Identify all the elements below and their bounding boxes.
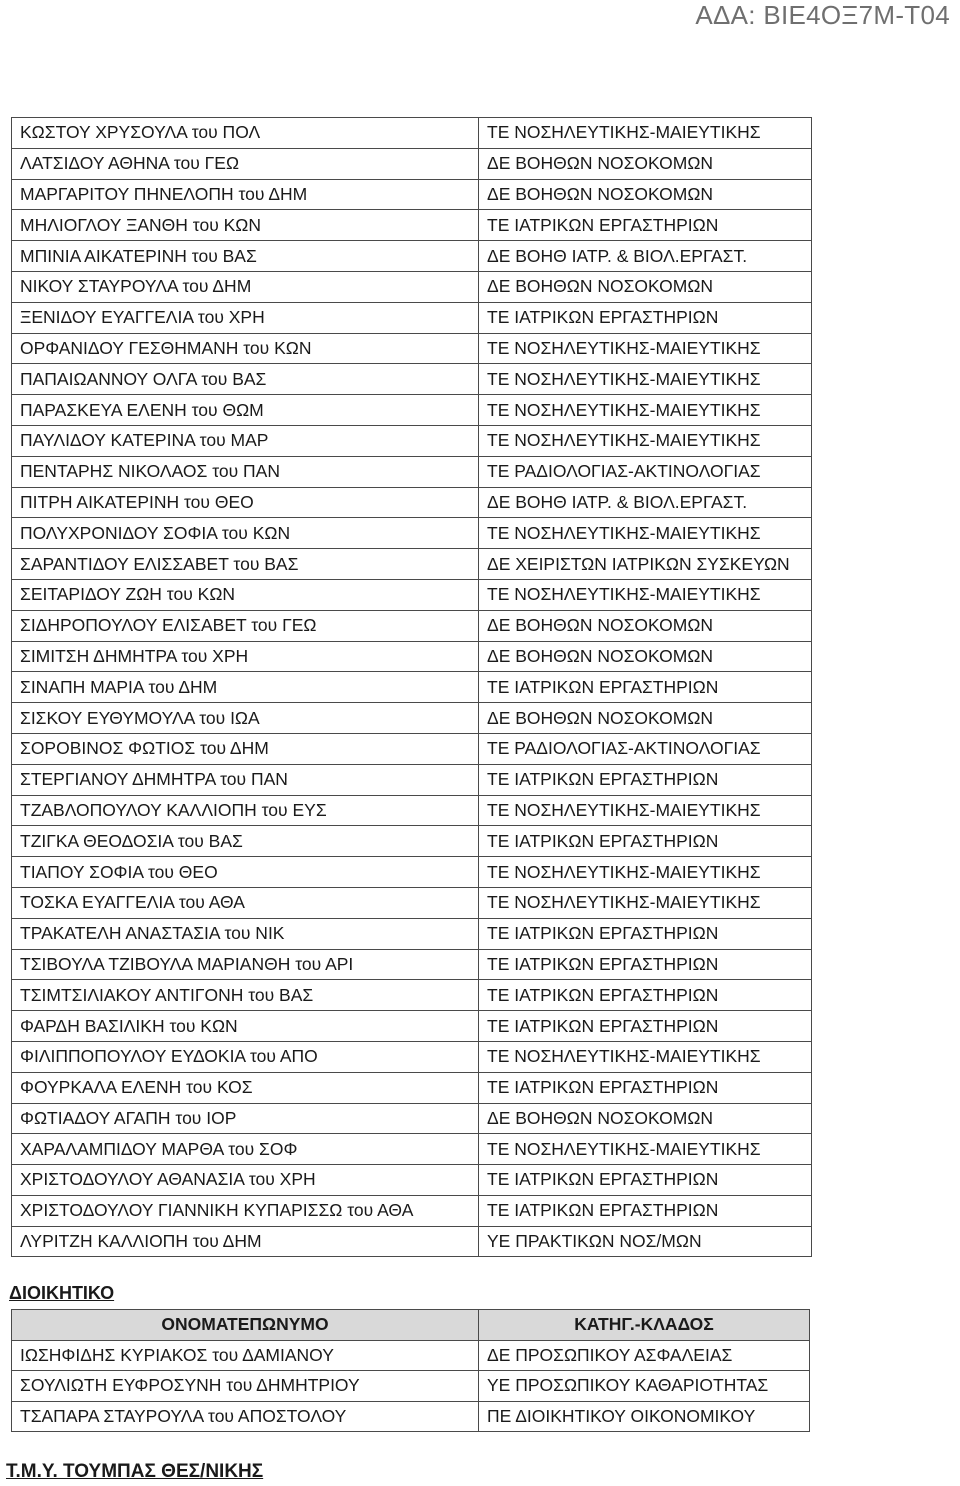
staff-category: ΥΕ ΠΡΑΚΤΙΚΩΝ ΝΟΣ/ΜΩΝ [479,1226,812,1257]
table-row [12,857,812,888]
table-row [12,980,812,1011]
person-name: ΦΑΡΔΗ ΒΑΣΙΛΙΚΗ του ΚΩΝ [12,1011,479,1042]
person-name: ΜΠΙΝΙΑ ΑΙΚΑΤΕΡΙΝΗ του ΒΑΣ [12,241,479,272]
staff-category: ΤΕ ΙΑΤΡΙΚΩΝ ΕΡΓΑΣΤΗΡΙΩΝ [479,1195,812,1226]
staff-category: ΤΕ ΝΟΣΗΛΕΥΤΙΚΗΣ-ΜΑΙΕΥΤΙΚΗΣ [479,1134,812,1165]
table-row [12,703,812,734]
staff-category: ΔΕ ΒΟΗΘΩΝ ΝΟΣΟΚΟΜΩΝ [479,179,812,210]
person-name: ΣΤΕΡΓΙΑΝΟΥ ΔΗΜΗΤΡΑ του ΠΑΝ [12,764,479,795]
person-name: ΦΩΤΙΑΔΟΥ ΑΓΑΠΗ του ΙΟΡ [12,1103,479,1134]
table-row [12,733,812,764]
table-row [12,826,812,857]
staff-category: ΤΕ ΡΑΔΙΟΛΟΓΙΑΣ-ΑΚΤΙΝΟΛΟΓΙΑΣ [479,456,812,487]
header-name: ΟΝΟΜΑΤΕΠΩΝΥΜΟ [12,1310,479,1341]
person-name: ΦΙΛΙΠΠΟΠΟΥΛΟΥ ΕΥΔΟΚΙΑ του ΑΠΟ [12,1041,479,1072]
table-row [12,333,812,364]
table-row [12,1195,812,1226]
table-row [12,241,812,272]
person-name: ΧΡΙΣΤΟΔΟΥΛΟΥ ΓΙΑΝΝΙΚΗ ΚΥΠΑΡΙΣΣΩ του ΑΘΑ [12,1195,479,1226]
staff-category: ΤΕ ΝΟΣΗΛΕΥΤΙΚΗΣ-ΜΑΙΕΥΤΙΚΗΣ [479,364,812,395]
table-row [12,549,812,580]
staff-category: ΔΕ ΒΟΗΘΩΝ ΝΟΣΟΚΟΜΩΝ [479,148,812,179]
table-row [12,487,812,518]
staff-category: ΔΕ ΒΟΗΘΩΝ ΝΟΣΟΚΟΜΩΝ [479,641,812,672]
table-row [12,641,812,672]
table-row [12,764,812,795]
person-name: ΜΑΡΓΑΡΙΤΟΥ ΠΗΝΕΛΟΠΗ του ΔΗΜ [12,179,479,210]
staff-category: ΤΕ ΝΟΣΗΛΕΥΤΙΚΗΣ-ΜΑΙΕΥΤΙΚΗΣ [479,887,812,918]
staff-category: ΤΕ ΝΟΣΗΛΕΥΤΙΚΗΣ-ΜΑΙΕΥΤΙΚΗΣ [479,857,812,888]
person-name: ΛΥΡΙΤΖΗ ΚΑΛΛΙΟΠΗ του ΔΗΜ [12,1226,479,1257]
table-row [12,887,812,918]
staff-category: ΔΕ ΒΟΗΘΩΝ ΝΟΣΟΚΟΜΩΝ [479,703,812,734]
staff-category: ΔΕ ΠΡΟΣΩΠΙΚΟΥ ΑΣΦΑΛΕΙΑΣ [479,1340,810,1371]
staff-category: ΤΕ ΙΑΤΡΙΚΩΝ ΕΡΓΑΣΤΗΡΙΩΝ [479,1072,812,1103]
table-row [12,271,812,302]
table-row [12,1072,812,1103]
table-row [12,118,812,149]
person-name: ΤΖΑΒΛΟΠΟΥΛΟΥ ΚΑΛΛΙΟΠΗ του ΕΥΣ [12,795,479,826]
ada-code: ΑΔΑ: ΒΙΕ4ΟΞ7Μ-Τ04 [695,0,950,30]
staff-category: ΔΕ ΧΕΙΡΙΣΤΩΝ ΙΑΤΡΙΚΩΝ ΣΥΣΚΕΥΩΝ [479,549,812,580]
person-name: ΤΟΣΚΑ ΕΥΑΓΓΕΛΙΑ του ΑΘΑ [12,887,479,918]
person-name: ΣΟΥΛΙΩΤΗ ΕΥΦΡΟΣΥΝΗ του ΔΗΜΗΤΡΙΟΥ [12,1371,479,1402]
staff-category: ΔΕ ΒΟΗΘΩΝ ΝΟΣΟΚΟΜΩΝ [479,610,812,641]
staff-table [11,117,812,1257]
section-title-admin: ΔΙΟΙΚΗΤΙΚΟ [9,1283,115,1303]
person-name: ΛΑΤΣΙΔΟΥ ΑΘΗΝΑ του ΓΕΩ [12,148,479,179]
staff-category: ΤΕ ΙΑΤΡΙΚΩΝ ΕΡΓΑΣΤΗΡΙΩΝ [479,918,812,949]
table-row [12,1134,812,1165]
staff-category: ΤΕ ΙΑΤΡΙΚΩΝ ΕΡΓΑΣΤΗΡΙΩΝ [479,764,812,795]
person-name: ΟΡΦΑΝΙΔΟΥ ΓΕΣΘΗΜΑΝΗ του ΚΩΝ [12,333,479,364]
unit-title: Τ.Μ.Υ. ΤΟΥΜΠΑΣ ΘΕΣ/ΝΙΚΗΣ [6,1461,264,1482]
table-row [12,302,812,333]
person-name: ΦΟΥΡΚΑΛΑ ΕΛΕΝΗ του ΚΟΣ [12,1072,479,1103]
staff-category: ΤΕ ΝΟΣΗΛΕΥΤΙΚΗΣ-ΜΑΙΕΥΤΙΚΗΣ [479,395,812,426]
table-row [12,579,812,610]
staff-category: ΤΕ ΝΟΣΗΛΕΥΤΙΚΗΣ-ΜΑΙΕΥΤΙΚΗΣ [479,425,812,456]
staff-category: ΔΕ ΒΟΗΘ ΙΑΤΡ. & ΒΙΟΛ.ΕΡΓΑΣΤ. [479,487,812,518]
table-row [12,610,812,641]
person-name: ΧΡΙΣΤΟΔΟΥΛΟΥ ΑΘΑΝΑΣΙΑ του ΧΡΗ [12,1165,479,1196]
staff-category: ΔΕ ΒΟΗΘ ΙΑΤΡ. & ΒΙΟΛ.ΕΡΓΑΣΤ. [479,241,812,272]
table-row [12,949,812,980]
person-name: ΠΑΡΑΣΚΕΥΑ ΕΛΕΝΗ του ΘΩΜ [12,395,479,426]
person-name: ΣΟΡΟΒΙΝΟΣ ΦΩΤΙΟΣ του ΔΗΜ [12,733,479,764]
staff-category: ΤΕ ΙΑΤΡΙΚΩΝ ΕΡΓΑΣΤΗΡΙΩΝ [479,302,812,333]
person-name: ΤΖΙΓΚΑ ΘΕΟΔΟΣΙΑ του ΒΑΣ [12,826,479,857]
person-name: ΤΣΙΜΤΣΙΛΙΑΚΟΥ ΑΝΤΙΓΟΝΗ του ΒΑΣ [12,980,479,1011]
staff-category: ΤΕ ΙΑΤΡΙΚΩΝ ΕΡΓΑΣΤΗΡΙΩΝ [479,1011,812,1042]
person-name: ΣΙΣΚΟΥ ΕΥΘΥΜΟΥΛΑ του ΙΩΑ [12,703,479,734]
person-name: ΞΕΝΙΔΟΥ ΕΥΑΓΓΕΛΙΑ του ΧΡΗ [12,302,479,333]
staff-category: ΤΕ ΙΑΤΡΙΚΩΝ ΕΡΓΑΣΤΗΡΙΩΝ [479,672,812,703]
staff-category: ΤΕ ΙΑΤΡΙΚΩΝ ΕΡΓΑΣΤΗΡΙΩΝ [479,210,812,241]
table-row [12,425,812,456]
staff-category: ΤΕ ΝΟΣΗΛΕΥΤΙΚΗΣ-ΜΑΙΕΥΤΙΚΗΣ [479,333,812,364]
staff-category: ΤΕ ΝΟΣΗΛΕΥΤΙΚΗΣ-ΜΑΙΕΥΤΙΚΗΣ [479,518,812,549]
table-row [12,672,812,703]
person-name: ΠΙΤΡΗ ΑΙΚΑΤΕΡΙΝΗ του ΘΕΟ [12,487,479,518]
person-name: ΤΡΑΚΑΤΕΛΗ ΑΝΑΣΤΑΣΙΑ του ΝΙΚ [12,918,479,949]
table-row [12,518,812,549]
person-name: ΤΣΙΒΟΥΛΑ ΤΖΙΒΟΥΛΑ ΜΑΡΙΑΝΘΗ του ΑΡΙ [12,949,479,980]
table-row [12,395,812,426]
table-row [12,795,812,826]
staff-category: ΤΕ ΙΑΤΡΙΚΩΝ ΕΡΓΑΣΤΗΡΙΩΝ [479,1165,812,1196]
table-row [12,1401,810,1432]
person-name: ΝΙΚΟΥ ΣΤΑΥΡΟΥΛΑ του ΔΗΜ [12,271,479,302]
person-name: ΣΕΙΤΑΡΙΔΟΥ ΖΩΗ του ΚΩΝ [12,579,479,610]
staff-category: ΔΕ ΒΟΗΘΩΝ ΝΟΣΟΚΟΜΩΝ [479,1103,812,1134]
table-header-row [12,1310,810,1341]
person-name: ΣΑΡΑΝΤΙΔΟΥ ΕΛΙΣΣΑΒΕΤ του ΒΑΣ [12,549,479,580]
person-name: ΤΣΑΠΑΡΑ ΣΤΑΥΡΟΥΛΑ του ΑΠΟΣΤΟΛΟΥ [12,1401,479,1432]
person-name: ΣΙΔΗΡΟΠΟΥΛΟΥ ΕΛΙΣΑΒΕΤ του ΓΕΩ [12,610,479,641]
staff-category: ΤΕ ΝΟΣΗΛΕΥΤΙΚΗΣ-ΜΑΙΕΥΤΙΚΗΣ [479,1041,812,1072]
table-row [12,148,812,179]
staff-category: ΤΕ ΙΑΤΡΙΚΩΝ ΕΡΓΑΣΤΗΡΙΩΝ [479,826,812,857]
table-row [12,1371,810,1402]
table-row [12,1011,812,1042]
person-name: ΠΑΥΛΙΔΟΥ ΚΑΤΕΡΙΝΑ του ΜΑΡ [12,425,479,456]
table-row [12,1226,812,1257]
table-row [12,364,812,395]
table-row [12,210,812,241]
staff-category: ΤΕ ΙΑΤΡΙΚΩΝ ΕΡΓΑΣΤΗΡΙΩΝ [479,980,812,1011]
header-category: ΚΑΤΗΓ.-ΚΛΑΔΟΣ [479,1310,810,1341]
table-row [12,1041,812,1072]
table-row [12,1103,812,1134]
admin-staff-table [11,1309,810,1432]
staff-category: ΤΕ ΝΟΣΗΛΕΥΤΙΚΗΣ-ΜΑΙΕΥΤΙΚΗΣ [479,795,812,826]
person-name: ΠΑΠΑΙΩΑΝΝΟΥ ΟΛΓΑ του ΒΑΣ [12,364,479,395]
staff-category: ΥΕ ΠΡΟΣΩΠΙΚΟΥ ΚΑΘΑΡΙΟΤΗΤΑΣ [479,1371,810,1402]
staff-category: ΔΕ ΒΟΗΘΩΝ ΝΟΣΟΚΟΜΩΝ [479,271,812,302]
person-name: ΧΑΡΑΛΑΜΠΙΔΟΥ ΜΑΡΘΑ του ΣΟΦ [12,1134,479,1165]
staff-category: ΤΕ ΡΑΔΙΟΛΟΓΙΑΣ-ΑΚΤΙΝΟΛΟΓΙΑΣ [479,733,812,764]
table-row [12,179,812,210]
person-name: ΣΙΜΙΤΣΗ ΔΗΜΗΤΡΑ του ΧΡΗ [12,641,479,672]
table-row [12,918,812,949]
staff-category: ΠΕ ΔΙΟΙΚΗΤΙΚΟΥ ΟΙΚΟΝΟΜΙΚΟΥ [479,1401,810,1432]
staff-table-body [12,118,812,1257]
person-name: ΤΙΑΠΟΥ ΣΟΦΙΑ του ΘΕΟ [12,857,479,888]
person-name: ΙΩΣΗΦΙΔΗΣ ΚΥΡΙΑΚΟΣ του ΔΑΜΙΑΝΟΥ [12,1340,479,1371]
staff-category: ΤΕ ΝΟΣΗΛΕΥΤΙΚΗΣ-ΜΑΙΕΥΤΙΚΗΣ [479,579,812,610]
person-name: ΚΩΣΤΟΥ ΧΡΥΣΟΥΛΑ του ΠΟΛ [12,118,479,149]
table-row [12,1340,810,1371]
person-name: ΠΟΛΥΧΡΟΝΙΔΟΥ ΣΟΦΙΑ του ΚΩΝ [12,518,479,549]
person-name: ΣΙΝΑΠΗ ΜΑΡΙΑ του ΔΗΜ [12,672,479,703]
table-row [12,456,812,487]
person-name: ΠΕΝΤΑΡΗΣ ΝΙΚΟΛΑΟΣ του ΠΑΝ [12,456,479,487]
admin-table-body [12,1310,810,1432]
person-name: ΜΗΛΙΟΓΛΟΥ ΞΑΝΘΗ του ΚΩΝ [12,210,479,241]
staff-category: ΤΕ ΙΑΤΡΙΚΩΝ ΕΡΓΑΣΤΗΡΙΩΝ [479,949,812,980]
table-row [12,1165,812,1196]
staff-category: ΤΕ ΝΟΣΗΛΕΥΤΙΚΗΣ-ΜΑΙΕΥΤΙΚΗΣ [479,118,812,149]
